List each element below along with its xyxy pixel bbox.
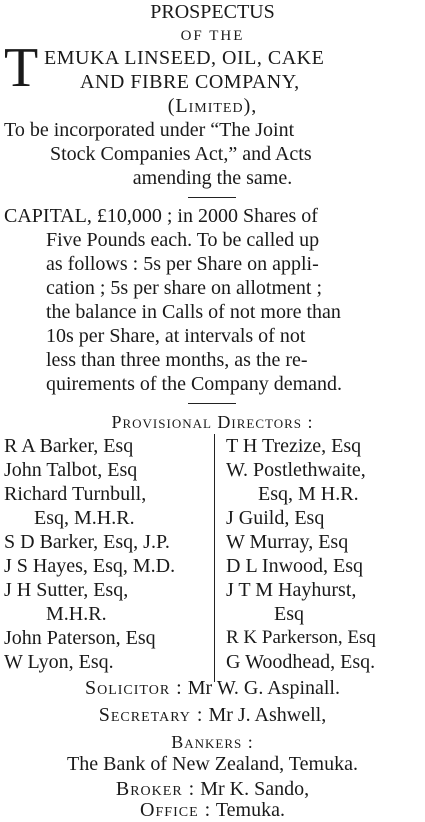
director-right: W. Postlethwaite,	[226, 459, 366, 481]
director-left: M.H.R.	[46, 603, 107, 625]
director-right: Esq, M H.R.	[258, 483, 359, 505]
director-left: Esq, M.H.R.	[34, 507, 135, 529]
of-the-line: OF THE	[180, 28, 245, 44]
director-left: S D Barker, Esq, J.P.	[4, 531, 170, 553]
directors-heading: Provisional Directors :	[111, 412, 314, 432]
director-left: J H Sutter, Esq,	[4, 579, 129, 601]
broker-name: Mr K. Sando,	[200, 778, 310, 800]
director-left: John Paterson, Esq	[4, 627, 156, 649]
director-right: D L Inwood, Esq	[226, 555, 364, 577]
capital-line: cation ; 5s per share on allotment ;	[46, 277, 323, 299]
director-left: John Talbot, Esq	[4, 459, 138, 481]
divider-rule	[188, 403, 236, 404]
director-right: J T M Hayhurst,	[226, 579, 357, 601]
director-right: J Guild, Esq	[226, 507, 325, 529]
office-name: Temuka.	[215, 799, 285, 821]
solicitor-name: Mr W. G. Aspinall.	[187, 677, 340, 699]
bankers-label: Bankers :	[171, 732, 254, 752]
capital-line: less than three months, as the re-	[46, 349, 308, 371]
director-left: R A Barker, Esq	[4, 435, 134, 457]
director-right: G Woodhead, Esq.	[226, 651, 376, 673]
incorporation-line1: To be incorporated under “The Joint	[4, 119, 295, 141]
company-name-line1: EMUKA LINSEED, OIL, CAKE	[44, 47, 325, 69]
capital-line: CAPITAL, £10,000 ; in 2000 Shares of	[4, 205, 318, 227]
limited-line: (Limited),	[167, 95, 258, 117]
capital-line: Five Pounds each. To be called up	[46, 229, 320, 251]
office-line	[0, 798, 425, 822]
solicitor-line	[0, 676, 425, 700]
drop-cap-initial: T	[4, 37, 39, 99]
secretary-line	[0, 703, 425, 727]
solicitor-label: Solicitor :	[84, 677, 183, 699]
divider-rule	[188, 197, 236, 198]
incorporation-line3: amending the same.	[132, 167, 293, 189]
secretary-label: Secretary :	[98, 704, 204, 726]
capital-line: 10s per Share, at intervals of not	[46, 325, 306, 347]
capital-line: the balance in Calls of not more than	[46, 301, 341, 323]
director-left: Richard Turnbull,	[4, 483, 147, 505]
director-left: J S Hayes, Esq, M.D.	[4, 555, 176, 577]
director-right: Esq	[274, 603, 304, 625]
office-label: Office :	[140, 799, 212, 821]
director-left: W Lyon, Esq.	[4, 651, 114, 673]
directors-column-rule	[214, 434, 215, 682]
broker-label: Broker :	[115, 778, 196, 800]
capital-line: quirements of the Company demand.	[46, 373, 343, 395]
director-right: W Murray, Esq	[226, 531, 349, 553]
secretary-name: Mr J. Ashwell,	[208, 704, 327, 726]
prospectus-title: PROSPECTUS	[150, 1, 275, 23]
company-name-line2: AND FIBRE COMPANY,	[80, 71, 300, 93]
bankers-name: The Bank of New Zealand, Temuka.	[67, 753, 358, 775]
capital-line: as follows : 5s per Share on appli-	[46, 253, 319, 275]
director-right: T H Trezize, Esq	[226, 435, 362, 457]
director-right: R K Parkerson, Esq	[226, 627, 376, 648]
incorporation-line2: Stock Companies Act,” and Acts	[50, 143, 312, 165]
